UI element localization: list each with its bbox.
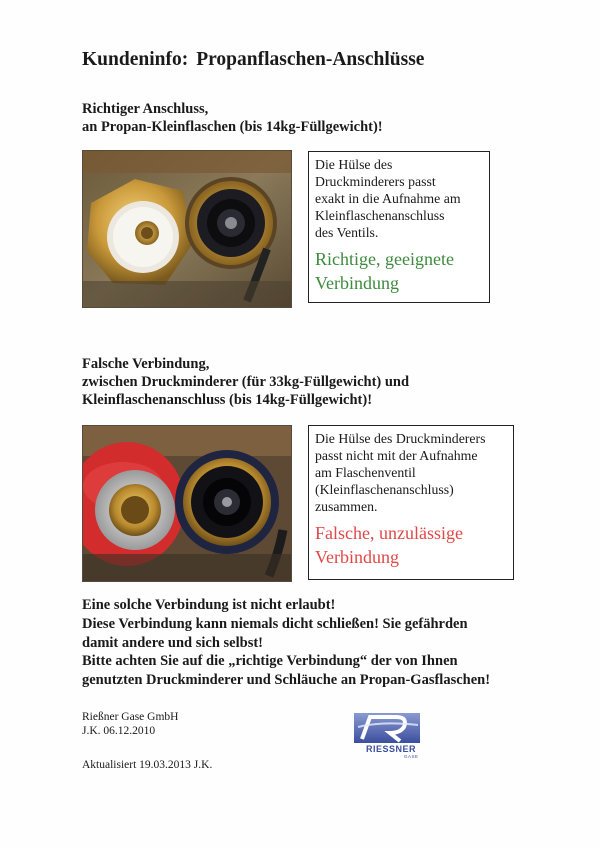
logo-sub: GASE [404,754,419,759]
box-description [315,156,483,241]
text-line: Kleinflaschenanschluss [315,208,445,223]
verdict-correct [315,247,483,295]
text-line: des Ventils. [315,225,379,240]
warning-line: genutzten Druckminderer und Schläuche an Propan-Gasflaschen! [82,672,491,689]
info-box-correct [308,151,490,303]
verdict-line: Richtige, geeignete [315,249,454,269]
photo-wrong-connection [82,425,292,582]
warning-line: damit andere und sich selbst! [82,634,264,651]
title-main: Propanflaschen-Anschlüsse [196,49,425,70]
heading-line: Richtiger Anschluss, [82,101,209,117]
verdict-line: Falsche, unzulässige [315,523,463,543]
page-title [82,49,424,71]
text-line: Druckminderers passt [315,174,436,189]
section-wrong-heading [82,355,409,409]
heading-line: an Propan-Kleinflaschen (bis 14kg-Füllgewicht)! [82,119,383,135]
text-line: passt nicht mit der Aufnahme [315,448,478,463]
text-line: Die Hülse des Druckminderers [315,431,486,446]
logo-name: RIESSNER [366,744,417,754]
warning-line: Diese Verbindung kann niemals dicht schließen! Sie gefährden [82,615,468,632]
warning-line: Eine solche Verbindung ist nicht erlaubt! [82,597,336,613]
warning-text [82,596,490,690]
text-line: (Kleinflaschenanschluss) [315,482,454,497]
updated-note: Aktualisiert 19.03.2013 J.K. [82,759,213,771]
company-name: Rießner Gase GmbH [82,711,179,723]
photo-correct-connection [82,150,292,308]
warning-line: Bitte achten Sie auf die „richtige Verbindung“ der von Ihnen [82,653,458,670]
heading-line: Falsche Verbindung, [82,356,210,372]
text-line: am Flaschenventil [315,465,416,480]
riessner-logo [352,711,428,761]
verdict-line: Verbindung [315,273,399,293]
signature-block [82,710,178,738]
info-box-wrong [308,425,514,580]
verdict-wrong [315,521,507,569]
box-description [315,430,507,515]
section-correct-heading [82,100,383,136]
verdict-line: Verbindung [315,547,399,567]
text-line: exakt in die Aufnahme am [315,191,461,206]
text-line: Die Hülse des [315,157,393,172]
signature-date: J.K. 06.12.2010 [82,725,156,737]
heading-line: zwischen Druckminderer (für 33kg-Füllgewicht) und [82,374,410,390]
title-prefix: Kundeninfo: [82,49,189,70]
text-line: zusammen. [315,499,378,514]
heading-line: Kleinflaschenanschluss (bis 14kg-Füllgewicht)! [82,392,373,408]
